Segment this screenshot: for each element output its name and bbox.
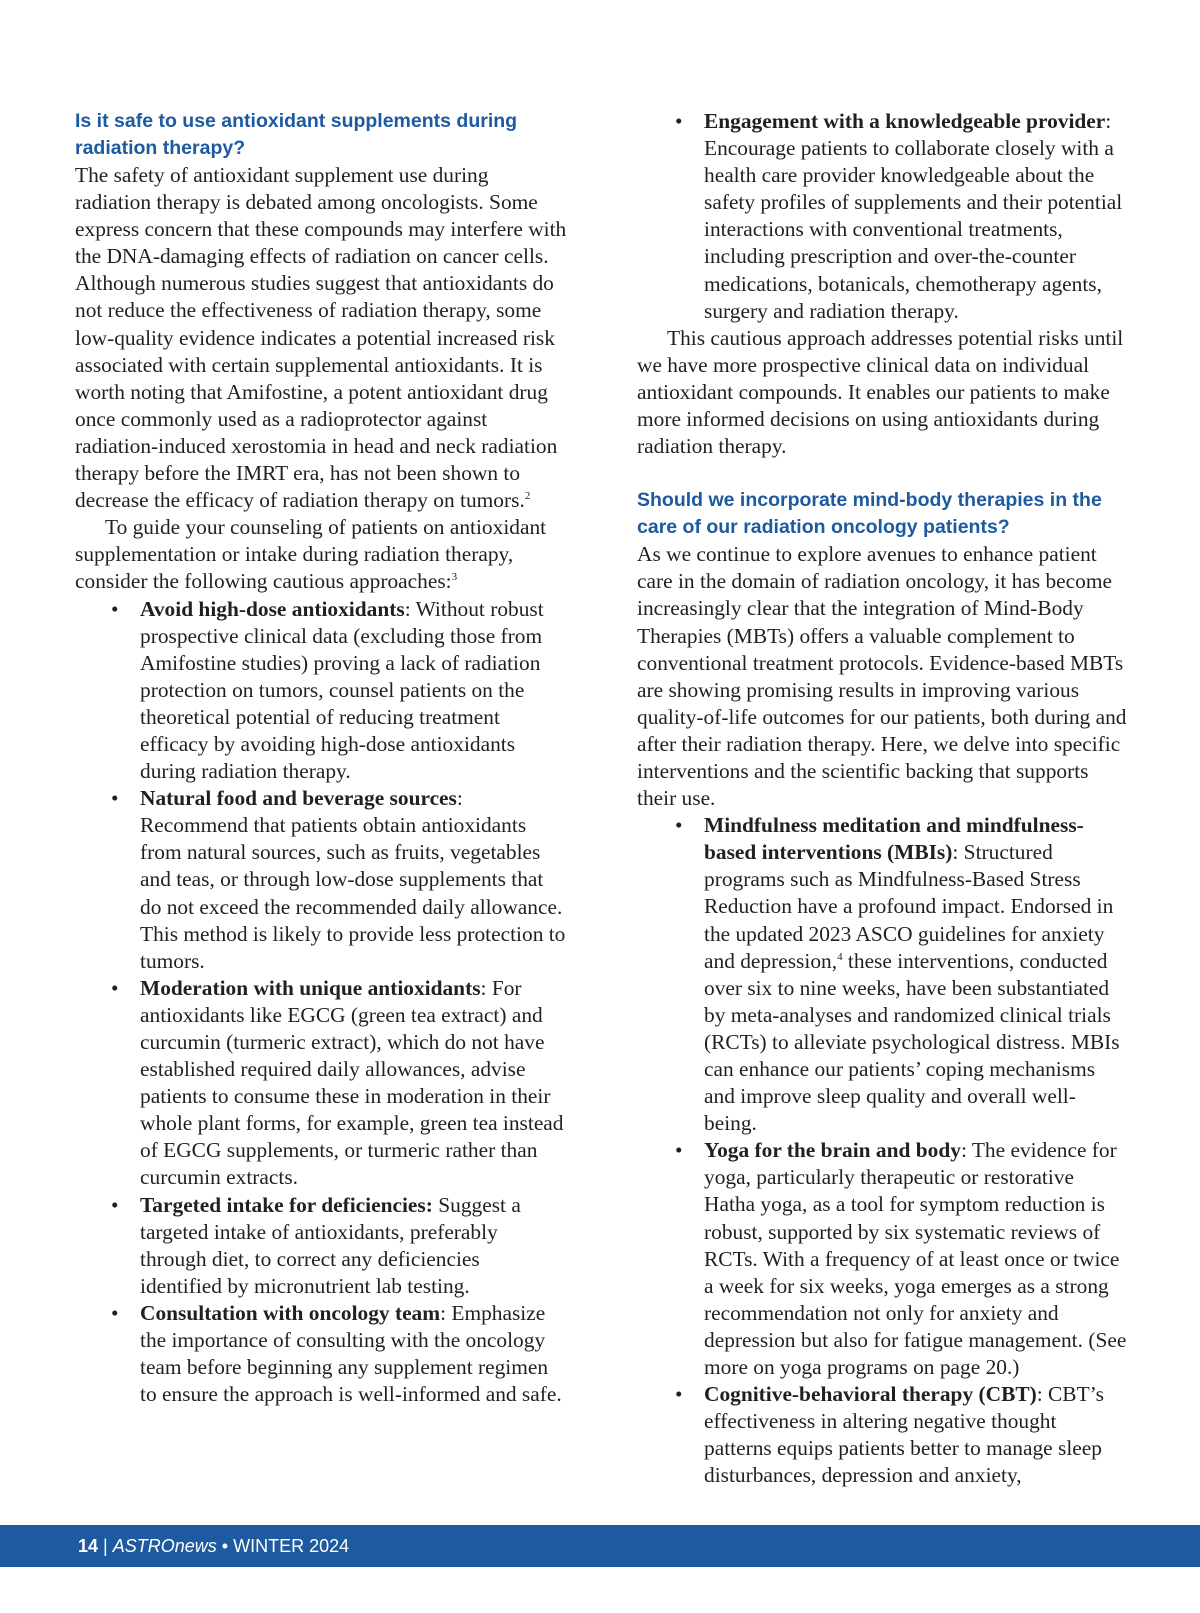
footer-dot: • bbox=[221, 1536, 229, 1556]
paragraph-cautious-approach-summary: This cautious approach addresses potential risks until we have more prospective clinical data on individual antioxidant compounds. It enables our patients to make more informed decisions on using antioxidants during radiation therapy. bbox=[637, 325, 1124, 459]
left-column bbox=[75, 108, 567, 1408]
section-spacer bbox=[637, 460, 1127, 487]
page-number: 14 bbox=[78, 1536, 99, 1556]
bullet-icon: • bbox=[675, 109, 683, 133]
list-item-yoga: • Yoga for the brain and body: The evidence for yoga, particularly therapeutic or restorative Hatha yoga, as a tool for symptom reduction is robust, supported by six systematic reviews of RCTs. With a frequency of at least once or twice a week for six weeks, yoga emerges as a strong recommendation not only for anxiety and depression but also for fatigue management. (See more on yoga programs on page 20.) bbox=[675, 1138, 1127, 1380]
publication-name: ASTROnews bbox=[112, 1536, 217, 1556]
list-item-avoid-high-dose: • Avoid high-dose antioxidants: Without robust prospective clinical data (excluding those from Amifostine studies) proving a lack of radiation protection on tumors, counsel patients on the theoretical potential of reducing treatment efficacy by avoiding high-dose antioxidants during radiation therapy. bbox=[111, 596, 544, 784]
mind-body-therapies-list bbox=[637, 812, 1127, 1489]
bullet-icon: • bbox=[111, 596, 119, 621]
antioxidant-approaches-list bbox=[75, 596, 567, 1409]
reference-2: 2 bbox=[524, 490, 531, 503]
paragraph-mind-body-intro: As we continue to explore avenues to enhance patient care in the domain of radiation oncology, it has become increasingly clear that the integration of Mind-Body Therapies (MBTs) offers a valuable complement to conventional treatment protocols. Evidence-based MBTs are showing promising results in improving various quality-of-life outcomes for our patients, both during and after their radiation therapy. Here, we delve into specific interventions and the scientific backing that supports their use. bbox=[637, 542, 1127, 811]
list-item-natural-sources: • Natural food and beverage sources: Recommend that patients obtain antioxidants from natural sources, such as fruits, vegetables and teas, or through low-dose supplements that do not exceed the recommended daily allowance. This method is likely to provide less protection to tumors. bbox=[111, 786, 566, 973]
bullet-icon: • bbox=[675, 1382, 683, 1407]
list-item-cbt: • Cognitive-behavioral therapy (CBT): CBT’s effectiveness in altering negative thought patterns equips patients better to manage sleep disturbances, depression and anxiety, bbox=[675, 1382, 1104, 1488]
list-item-provider-engagement: • Engagement with a knowledgeable provider: Encourage patients to collaborate closely with a health care provider knowledgeable about the safety profiles of supplements and their potential interactions with conventional treatments, including prescription and over-the-counter medications, botanicals, chemotherapy agents, surgery and radiation therapy. bbox=[675, 109, 1123, 323]
footer-info bbox=[78, 1525, 349, 1567]
bullet-icon: • bbox=[675, 1138, 683, 1163]
right-column bbox=[637, 108, 1127, 1490]
list-item-moderation: • Moderation with unique antioxidants: For antioxidants like EGCG (green tea extract) and curcumin (turmeric extract), which do not have established required daily allowances, advise patients to consume these in moderation in their whole plant forms, for example, green tea instead of EGCG supplements, or turmeric rather than curcumin extracts. bbox=[111, 975, 564, 1190]
reference-4: 4 bbox=[837, 950, 843, 963]
list-item-targeted-intake: • Targeted intake for deficiencies: Suggest a targeted intake of antioxidants, preferably through diet, to correct any deficiencies identified by micronutrient lab testing. bbox=[111, 1192, 521, 1298]
footer-divider: | bbox=[103, 1536, 108, 1556]
provider-engagement-list bbox=[637, 108, 1127, 325]
heading-antioxidant-safety: Is it safe to use antioxidant supplements during radiation therapy? bbox=[75, 110, 518, 159]
bullet-icon: • bbox=[675, 813, 683, 838]
reference-3: 3 bbox=[451, 571, 458, 584]
list-item-consultation: • Consultation with oncology team: Emphasize the importance of consulting with the oncology team before beginning any supplement regimen to ensure the approach is well-informed and safe. bbox=[111, 1300, 562, 1407]
bullet-icon: • bbox=[111, 786, 119, 811]
heading-mind-body-therapies: Should we incorporate mind-body therapies in the care of our radiation oncology patients? bbox=[637, 489, 1102, 539]
issue-label: WINTER 2024 bbox=[233, 1536, 350, 1556]
bullet-icon: • bbox=[111, 1192, 119, 1217]
bullet-icon: • bbox=[111, 975, 119, 1000]
list-item-mindfulness: • Mindfulness meditation and mindfulness-based interventions (MBIs): Structured programs such as Mindfulness-Based Stress Reduction have a profound impact. Endorsed in the updated 2023 ASCO guidelines for anxiety and depression,$^4$ these interventions, conducted over six to nine weeks, have been substantiated by meta-analyses and randomized clinical trials (RCTs) to alleviate psychological distress. MBIs can enhance our patients’ coping mechanisms and improve sleep quality and overall well-being. bbox=[675, 813, 1120, 1136]
paragraph-antioxidant-debate: The safety of antioxidant supplement use during radiation therapy is debated among oncologists. Some express concern that these compounds may interfere with the DNA-damaging effects of radiation on cancer cells. Although numerous studies suggest that antioxidants do not reduce the effectiveness of radiation therapy, some low-quality evidence indicates a potential increased risk associated with certain supplemental antioxidants. It is worth noting that Amifostine, a potent antioxidant drug once commonly used as a radioprotector against radiation-induced xerostomia in head and neck radiation therapy before the IMRT era, has not been shown to decrease the efficacy of radiation therapy on tumors.$^2$ bbox=[75, 163, 567, 513]
paragraph-cautious-approaches: To guide your counseling of patients on antioxidant supplementation or intake during radiation therapy, consider the following cautious approaches:$^3$ bbox=[75, 515, 547, 594]
footer-bar bbox=[0, 1525, 1200, 1567]
bullet-icon: • bbox=[111, 1300, 119, 1325]
